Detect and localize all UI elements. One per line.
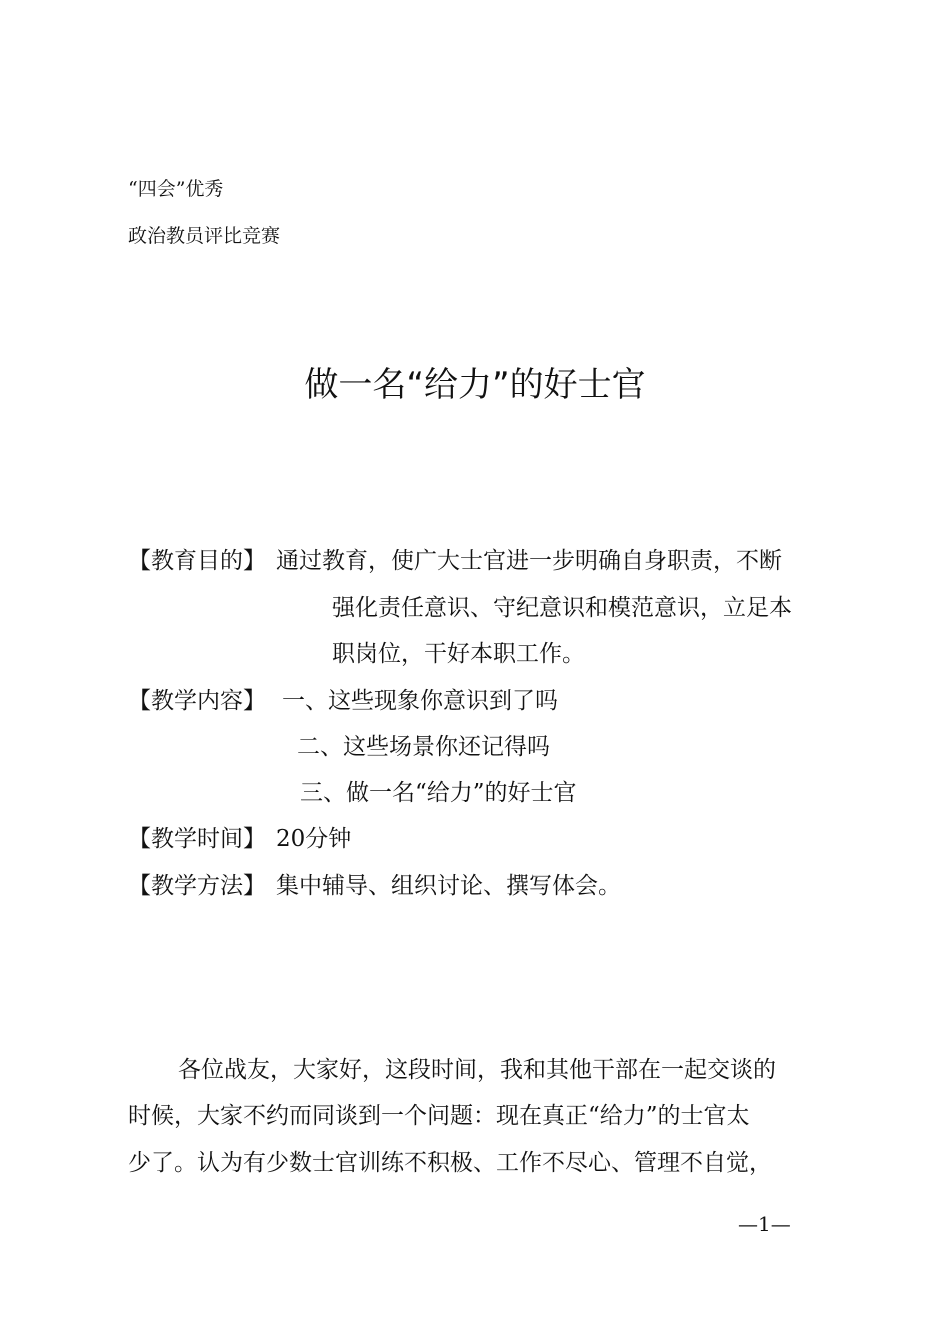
content-label: 【教学内容】 [128,688,266,714]
content-item-2: 二、这些场景你还记得吗 [297,734,550,760]
body-line-2: 时候，大家不约而同谈到一个问题：现在真正“给力”的士官太 [128,1103,750,1129]
time-label: 【教学时间】 [128,826,266,852]
method-label: 【教学方法】 [128,873,266,899]
purpose-line-3: 职岗位，干好本职工作。 [332,641,585,667]
purpose-label: 【教育目的】 [128,548,266,574]
body-line-1: 各位战友，大家好，这段时间，我和其他干部在一起交谈的 [178,1057,776,1083]
page-number: —1— [738,1212,791,1236]
method-value: 集中辅导、组织讨论、撰写体会。 [276,873,621,899]
content-item-3: 三、做一名“给力”的好士官 [300,780,577,806]
header-line-1: “四会”优秀 [128,178,224,200]
header-line-2: 政治教员评比竞赛 [128,225,281,247]
body-line-3: 少了。认为有少数士官训练不积极、工作不尽心、管理不自觉， [128,1150,772,1176]
document-title: 做一名“给力”的好士官 [304,365,646,405]
purpose-line-1: 通过教育，使广大士官进一步明确自身职责，不断 [276,548,782,574]
time-value: 20分钟 [276,826,352,852]
content-item-1: 一、这些现象你意识到了吗 [282,688,558,714]
purpose-line-2: 强化责任意识、守纪意识和模范意识，立足本 [332,595,792,621]
